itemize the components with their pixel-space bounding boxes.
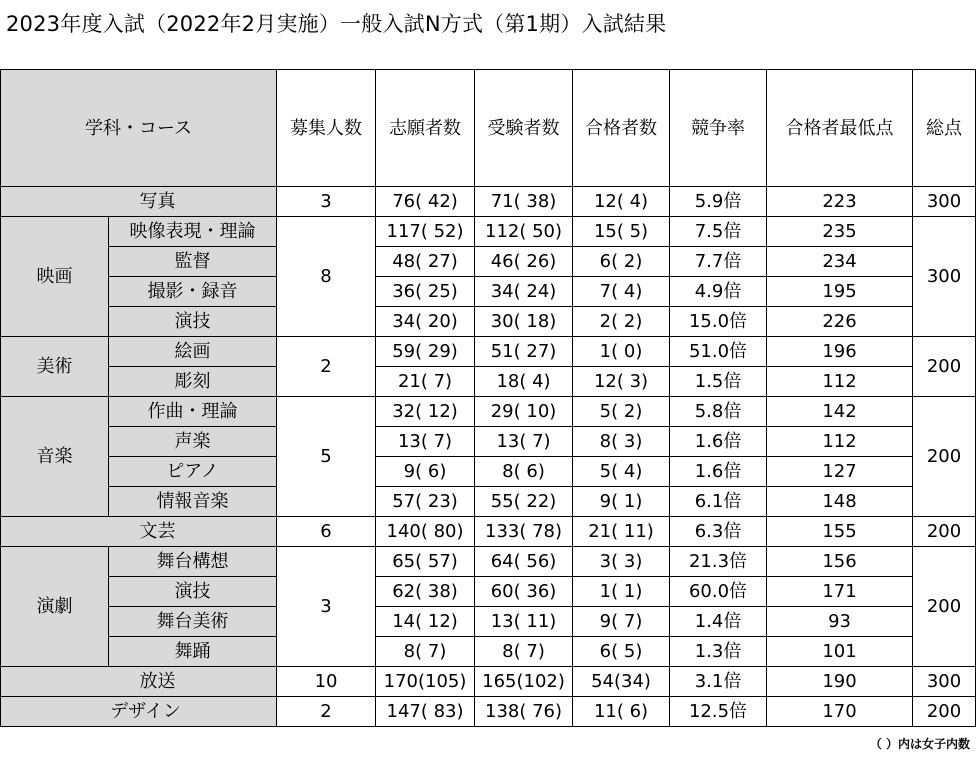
ratio-cell: 1.4倍 xyxy=(670,607,767,637)
table-row xyxy=(1,367,976,397)
min-score-cell: 155 xyxy=(767,517,913,547)
min-score-cell: 171 xyxy=(767,577,913,607)
quota-cell: 8 xyxy=(277,217,376,337)
ratio-cell: 5.9倍 xyxy=(670,187,767,217)
dept-name: 写真 xyxy=(1,187,277,217)
min-score-cell: 195 xyxy=(767,277,913,307)
applicants-cell: 32( 12) xyxy=(376,397,475,427)
applicants-cell: 13( 7) xyxy=(376,427,475,457)
header-course: 学科・コース xyxy=(1,70,277,187)
quota-cell: 3 xyxy=(277,187,376,217)
min-score-cell: 142 xyxy=(767,397,913,427)
min-score-cell: 190 xyxy=(767,667,913,697)
min-score-cell: 156 xyxy=(767,547,913,577)
passed-cell: 1( 1) xyxy=(573,577,670,607)
course-name: 演技 xyxy=(109,307,277,337)
dept-name: デザイン xyxy=(1,697,277,727)
quota-cell: 10 xyxy=(277,667,376,697)
header-ratio: 競争率 xyxy=(670,70,767,187)
table-row xyxy=(1,187,976,217)
examinees-cell: 46( 26) xyxy=(475,247,573,277)
min-score-cell: 101 xyxy=(767,637,913,667)
passed-cell: 2( 2) xyxy=(573,307,670,337)
passed-cell: 12( 3) xyxy=(573,367,670,397)
examinees-cell: 18( 4) xyxy=(475,367,573,397)
min-score-cell: 112 xyxy=(767,427,913,457)
passed-cell: 12( 4) xyxy=(573,187,670,217)
applicants-cell: 34( 20) xyxy=(376,307,475,337)
examinees-cell: 165(102) xyxy=(475,667,573,697)
examinees-cell: 8( 6) xyxy=(475,457,573,487)
course-name: 舞台美術 xyxy=(109,607,277,637)
table-row xyxy=(1,607,976,637)
course-name: 撮影・録音 xyxy=(109,277,277,307)
quota-cell: 2 xyxy=(277,337,376,397)
total-cell: 200 xyxy=(913,337,976,397)
total-cell: 200 xyxy=(913,397,976,517)
total-cell: 200 xyxy=(913,547,976,667)
course-name: 映像表現・理論 xyxy=(109,217,277,247)
applicants-cell: 57( 23) xyxy=(376,487,475,517)
table-row xyxy=(1,577,976,607)
ratio-cell: 3.1倍 xyxy=(670,667,767,697)
passed-cell: 11( 6) xyxy=(573,697,670,727)
min-score-cell: 127 xyxy=(767,457,913,487)
passed-cell: 5( 2) xyxy=(573,397,670,427)
ratio-cell: 1.6倍 xyxy=(670,427,767,457)
ratio-cell: 6.3倍 xyxy=(670,517,767,547)
table-row xyxy=(1,217,976,247)
dept-name: 映画 xyxy=(1,217,109,337)
ratio-cell: 4.9倍 xyxy=(670,277,767,307)
min-score-cell: 226 xyxy=(767,307,913,337)
table-row xyxy=(1,547,976,577)
header-applicants: 志願者数 xyxy=(376,70,475,187)
examinees-cell: 8( 7) xyxy=(475,637,573,667)
ratio-cell: 7.5倍 xyxy=(670,217,767,247)
min-score-cell: 223 xyxy=(767,187,913,217)
course-name: 舞踊 xyxy=(109,637,277,667)
table-row xyxy=(1,247,976,277)
passed-cell: 9( 7) xyxy=(573,607,670,637)
table-row xyxy=(1,697,976,727)
total-cell: 300 xyxy=(913,187,976,217)
ratio-cell: 15.0倍 xyxy=(670,307,767,337)
ratio-cell: 7.7倍 xyxy=(670,247,767,277)
course-name: 声楽 xyxy=(109,427,277,457)
min-score-cell: 235 xyxy=(767,217,913,247)
ratio-cell: 21.3倍 xyxy=(670,547,767,577)
header-row xyxy=(1,70,976,187)
passed-cell: 5( 4) xyxy=(573,457,670,487)
ratio-cell: 6.1倍 xyxy=(670,487,767,517)
course-name: 作曲・理論 xyxy=(109,397,277,427)
dept-name: 文芸 xyxy=(1,517,277,547)
ratio-cell: 1.3倍 xyxy=(670,637,767,667)
table-row xyxy=(1,637,976,667)
quota-cell: 3 xyxy=(277,547,376,667)
course-name: 監督 xyxy=(109,247,277,277)
ratio-cell: 51.0倍 xyxy=(670,337,767,367)
applicants-cell: 76( 42) xyxy=(376,187,475,217)
passed-cell: 3( 3) xyxy=(573,547,670,577)
applicants-cell: 8( 7) xyxy=(376,637,475,667)
quota-cell: 6 xyxy=(277,517,376,547)
applicants-cell: 48( 27) xyxy=(376,247,475,277)
applicants-cell: 36( 25) xyxy=(376,277,475,307)
passed-cell: 8( 3) xyxy=(573,427,670,457)
course-name: 絵画 xyxy=(109,337,277,367)
passed-cell: 15( 5) xyxy=(573,217,670,247)
examinees-cell: 13( 7) xyxy=(475,427,573,457)
total-cell: 300 xyxy=(913,667,976,697)
table-row xyxy=(1,517,976,547)
applicants-cell: 59( 29) xyxy=(376,337,475,367)
dept-name: 演劇 xyxy=(1,547,109,667)
passed-cell: 1( 0) xyxy=(573,337,670,367)
examinees-cell: 64( 56) xyxy=(475,547,573,577)
table-row xyxy=(1,337,976,367)
ratio-cell: 1.5倍 xyxy=(670,367,767,397)
total-cell: 200 xyxy=(913,697,976,727)
header-examinees: 受験者数 xyxy=(475,70,573,187)
examinees-cell: 29( 10) xyxy=(475,397,573,427)
examinees-cell: 133( 78) xyxy=(475,517,573,547)
examinees-cell: 112( 50) xyxy=(475,217,573,247)
examinees-cell: 60( 36) xyxy=(475,577,573,607)
table-row xyxy=(1,457,976,487)
applicants-cell: 14( 12) xyxy=(376,607,475,637)
course-name: 彫刻 xyxy=(109,367,277,397)
examinees-cell: 51( 27) xyxy=(475,337,573,367)
min-score-cell: 148 xyxy=(767,487,913,517)
total-cell: 300 xyxy=(913,217,976,337)
table-row xyxy=(1,277,976,307)
applicants-cell: 117( 52) xyxy=(376,217,475,247)
table-row xyxy=(1,307,976,337)
total-cell: 200 xyxy=(913,517,976,547)
header-min-score: 合格者最低点 xyxy=(767,70,913,187)
course-name: 演技 xyxy=(109,577,277,607)
applicants-cell: 140( 80) xyxy=(376,517,475,547)
ratio-cell: 60.0倍 xyxy=(670,577,767,607)
header-quota: 募集人数 xyxy=(277,70,376,187)
table-row xyxy=(1,397,976,427)
examinees-cell: 34( 24) xyxy=(475,277,573,307)
header-passed: 合格者数 xyxy=(573,70,670,187)
ratio-cell: 5.8倍 xyxy=(670,397,767,427)
min-score-cell: 170 xyxy=(767,697,913,727)
passed-cell: 9( 1) xyxy=(573,487,670,517)
quota-cell: 2 xyxy=(277,697,376,727)
min-score-cell: 196 xyxy=(767,337,913,367)
page-title: 2023年度入試（2022年2月実施）一般入試N方式（第1期）入試結果 xyxy=(6,12,667,36)
passed-cell: 7( 4) xyxy=(573,277,670,307)
applicants-cell: 62( 38) xyxy=(376,577,475,607)
course-name: 舞台構想 xyxy=(109,547,277,577)
applicants-cell: 65( 57) xyxy=(376,547,475,577)
table-row xyxy=(1,667,976,697)
quota-cell: 5 xyxy=(277,397,376,517)
applicants-cell: 9( 6) xyxy=(376,457,475,487)
examinees-cell: 71( 38) xyxy=(475,187,573,217)
header-total: 総点 xyxy=(913,70,976,187)
passed-cell: 54(34) xyxy=(573,667,670,697)
footnote: （ ）内は女子内数 xyxy=(869,737,970,751)
ratio-cell: 12.5倍 xyxy=(670,697,767,727)
examinees-cell: 13( 11) xyxy=(475,607,573,637)
applicants-cell: 170(105) xyxy=(376,667,475,697)
table-row xyxy=(1,427,976,457)
examinees-cell: 30( 18) xyxy=(475,307,573,337)
course-name: ピアノ xyxy=(109,457,277,487)
course-name: 情報音楽 xyxy=(109,487,277,517)
results-table xyxy=(0,69,976,727)
ratio-cell: 1.6倍 xyxy=(670,457,767,487)
examinees-cell: 138( 76) xyxy=(475,697,573,727)
passed-cell: 6( 2) xyxy=(573,247,670,277)
table-row xyxy=(1,487,976,517)
applicants-cell: 21( 7) xyxy=(376,367,475,397)
dept-name: 放送 xyxy=(1,667,277,697)
dept-name: 音楽 xyxy=(1,397,109,517)
passed-cell: 21( 11) xyxy=(573,517,670,547)
examinees-cell: 55( 22) xyxy=(475,487,573,517)
min-score-cell: 112 xyxy=(767,367,913,397)
min-score-cell: 234 xyxy=(767,247,913,277)
dept-name: 美術 xyxy=(1,337,109,397)
applicants-cell: 147( 83) xyxy=(376,697,475,727)
min-score-cell: 93 xyxy=(767,607,913,637)
passed-cell: 6( 5) xyxy=(573,637,670,667)
